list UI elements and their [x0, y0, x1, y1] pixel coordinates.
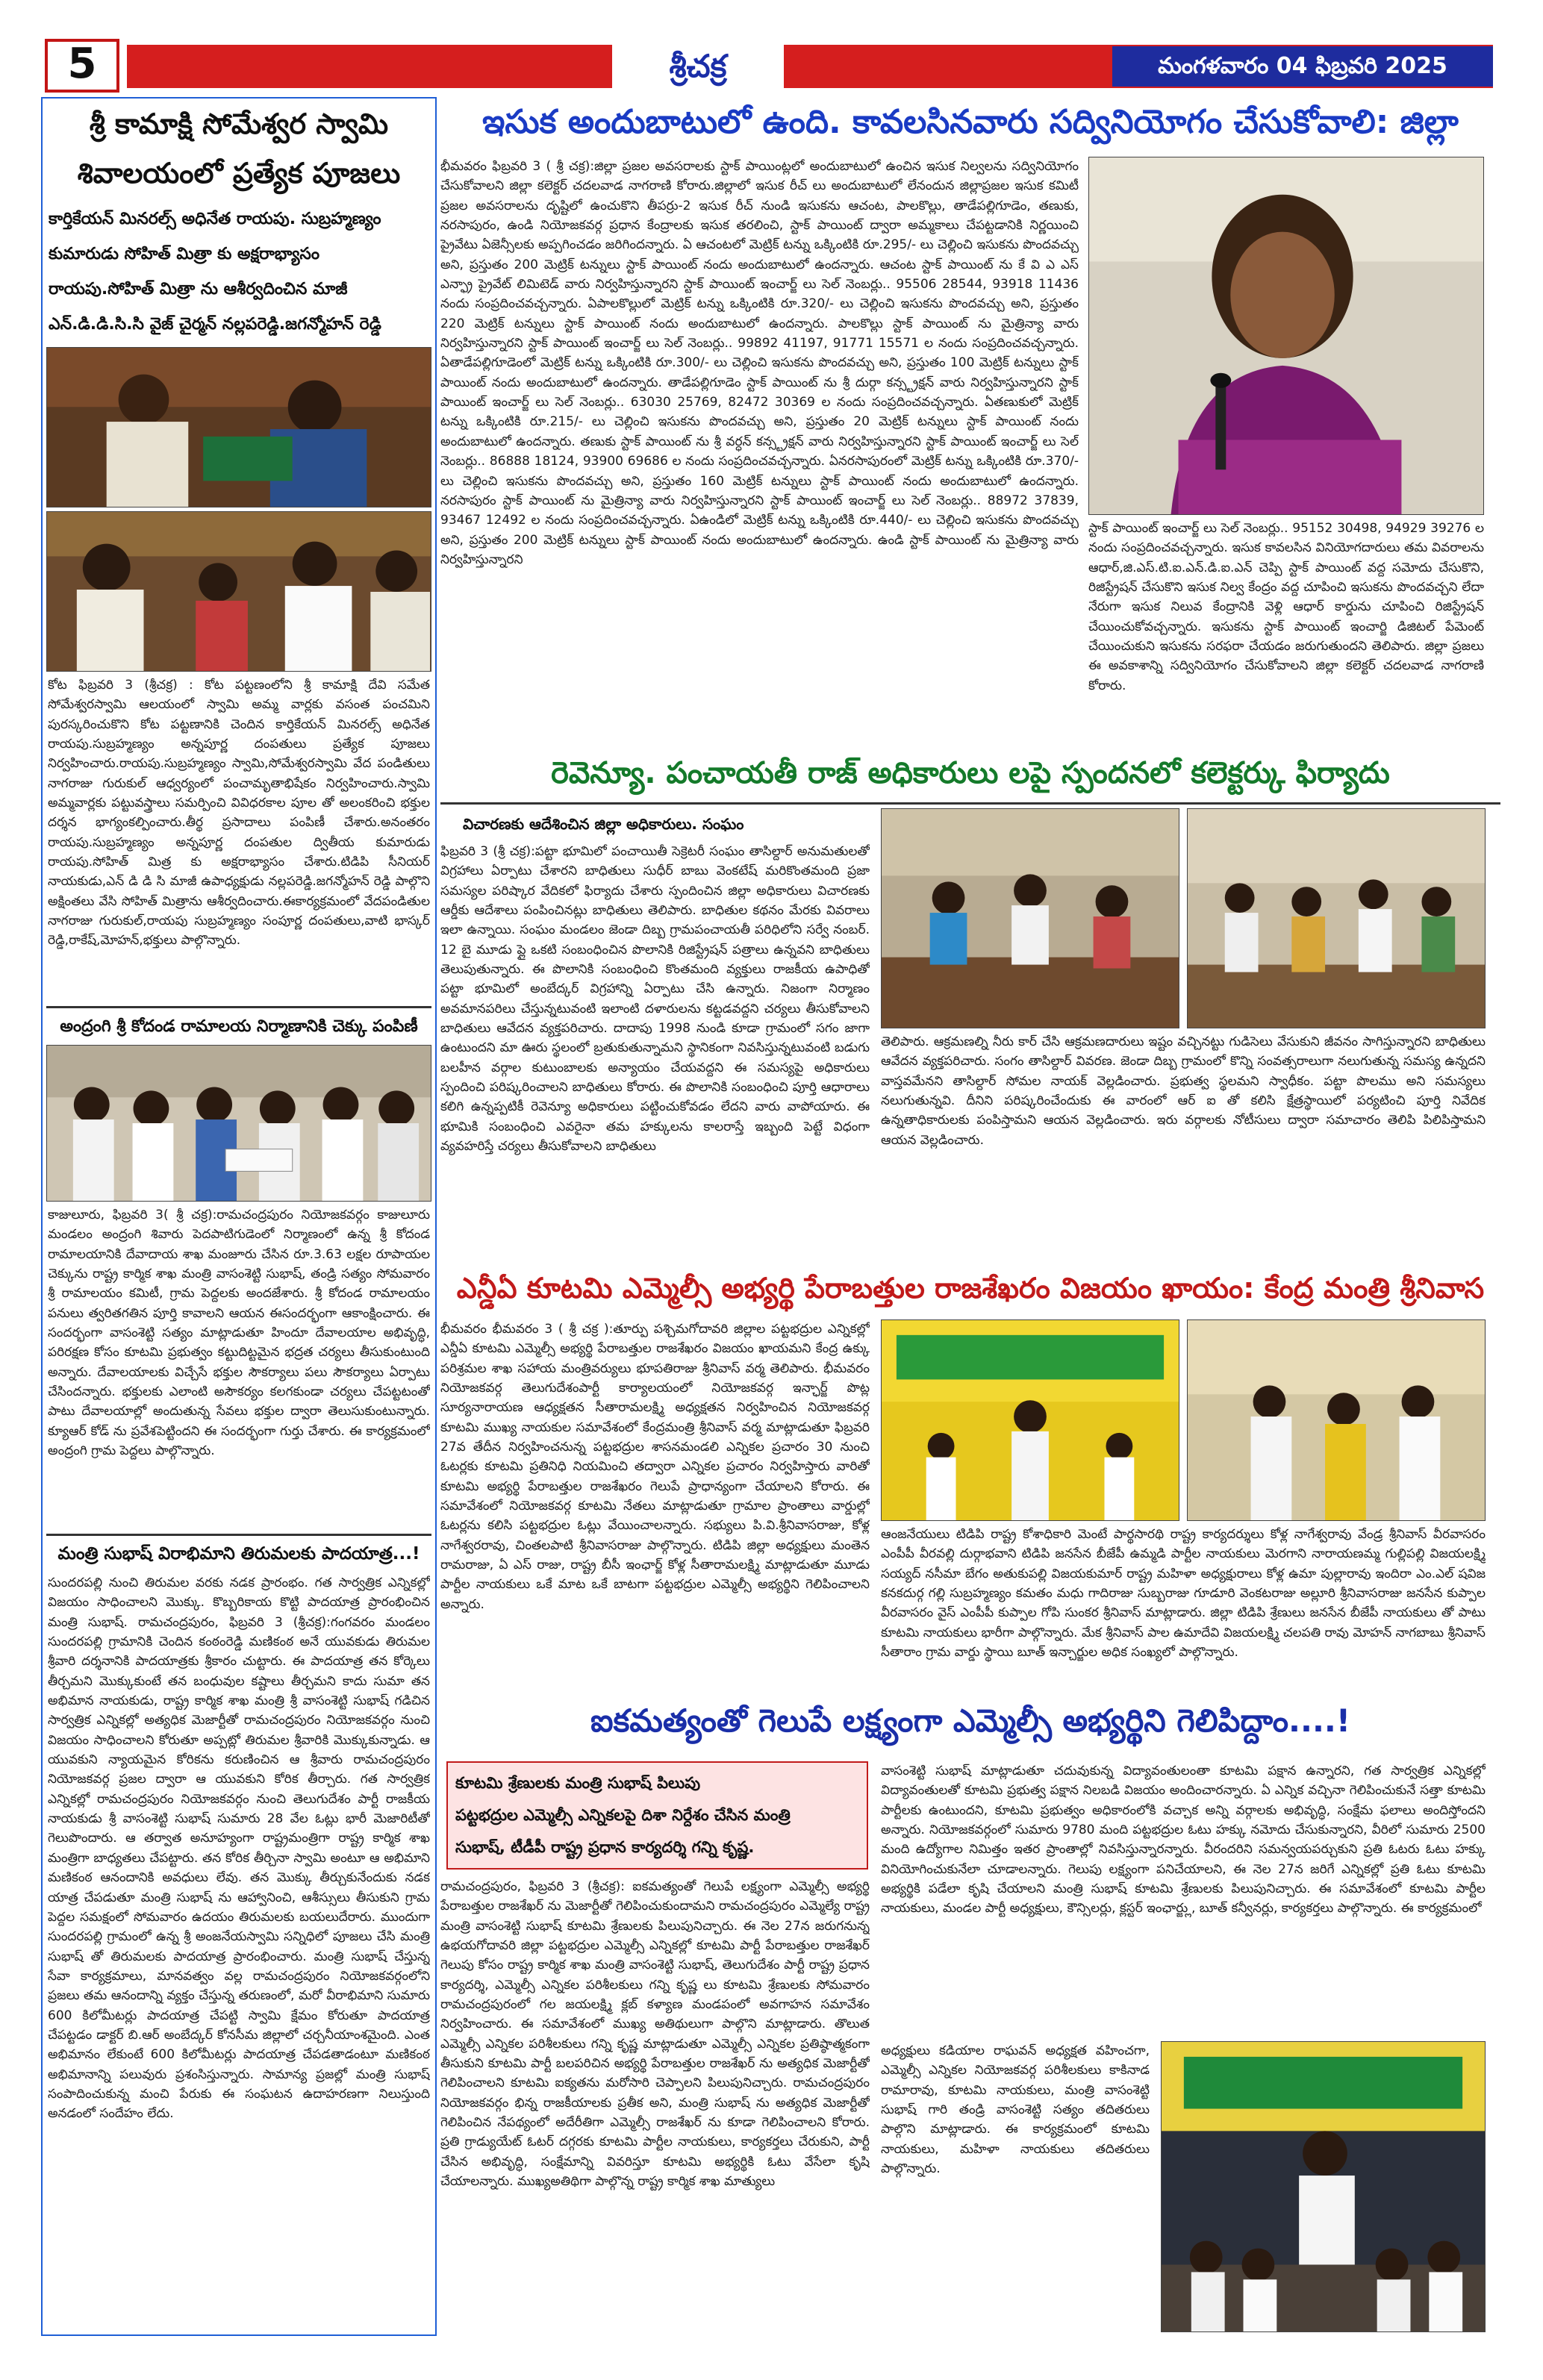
unity-highlight-line1: కూటమి శ్రేణులకు మంత్రి సుభాష్ పిలుపు	[455, 1774, 701, 1792]
left-story1-subtitle-line3: రాయపు.సోహిత్ మిత్రా ను ఆశీర్వదించిన మాజీ	[49, 280, 348, 299]
left-story2-body: కాజులూరు, ఫిబ్రవరి 3( శ్రీ చక్ర):రామచంద్రపురం నియోజకవర్గం కాజులూరు మండలం అంద్రంగి శివారు పెదపాటిగుడెంలో నిర్మాణంలో ఉన్న శ్రీ కోదండ రామాలయానికి దేవాదాయ శాఖ మంజూరు చేసిన రూ.3.63 లక్షల రూపాయల చెక్కును రాష్ట్ర కార్మిక శాఖ మంత్రి వాసంశెట్టి సుభాష్, తండ్రి సత్యం సోమవారం శ్రీ రామాలయం కమిటీ, గ్రామ పెద్దలకు అందజేశారు. శ్రీ కోదండ రామాలయం పనులు త్వరితగతిన పూర్తి కావాలని ఆయన ఈసందర్భంగా ఆకాంక్షించారు. ఈ సందర్భంగా వాసంశెట్టి సత్యం మాట్లాడుతూ హిందూ దేవాలయాల అభివృద్ధి, పరిరక్షణ కోసం కూటమి ప్రభుత్వం కట్టుదిట్టమైన భద్రత చర్యలు తీసుకుంటుంది అన్నారు. దేవాలయాలకు విచ్చేసే భక్తుల సౌకర్యాలు పలు సౌకర్యాలు ఏర్పాటు చేసిందన్నారు. భక్తులకు ఎలాంటి అసౌకర్యం కలగకుండా చర్యలు చేపట్టటంతో పాటు దేవాలయాల్లో అందుతున్న సేవలు భక్తుల ద్వారా తెలుసుకుంటున్నారు. క్యూఆర్ కోడ్ ను ప్రవేశపెట్టిందని ఈ సందర్భంగా గుర్తు చేశారు. ఈ కార్యక్రమంలో అంద్రంగి గ్రామ పెద్దలు పాల్గొన్నారు.	[48, 1208, 430, 1459]
left-story1-body: కోట ఫిబ్రవరి 3 (శ్రీచక్ర) : కోట పట్టణంలోని శ్రీ కామాక్షి దేవి సమేత సోమేశ్వరస్వామి ఆలయంలో స్వామి అమ్మ వార్లకు వసంత పంచమిని పురస్కరించుకొని కోట పట్టణానికి చెందిన కార్తికేయన్ మినరల్స్ అధినేత రాయపు.సుబ్రహ్మణ్యం అన్నపూర్ణ దంపతులు ప్రత్యేక పూజలు నిర్వహించారు.రాయపు.సుబ్రహ్మణ్యం స్వామి,సోమేశ్వరస్వామి వేద పండితులు నాగరాజు గురుకుల్ ఆధ్వర్యంలో పంచామృతాభిషేకం నిర్వహించారు.స్వామి అమ్మవార్లకు పట్టువస్త్రాలు సమర్పించి వివిధరకాల పూల తో అలంకరించి భక్తుల దర్శన భాగ్యంకల్పించారు.తీర్థ ప్రసాదాలు పంపిణీ చేశారు.అనంతరం రాయపు.సుబ్రహ్మణ్యం అన్నపూర్ణ దంపతుల ద్వితీయ కుమారుడు రాయపు.సోహిత్ మిత్ర కు అక్షరాభ్యాసం చేశారు.టిడిపి సీనియర్ నాయకుడు,ఎన్ డి డి సి మాజీ ఉపాధ్యక్షుడు నల్లపరెడ్డి.జగన్మోహన్ రెడ్డి పాల్గొని అక్షింతలు వేసి సోహిత్ మిత్రాను ఆశీర్వదించారు.ఈకార్యక్రమంలో వేదపండితుల నాగరాజు గురుకుల్,రాయపు సుబ్రహ్మణ్యం సంపూర్ణ దంపతులు,వాటి భాస్కర్ రెడ్డి,రాకేష్,మోహన్,భక్తులు పాల్గొన్నారు.	[48, 678, 430, 949]
left-story3-title: మంత్రి సుభాష్ విరాభిమాని తిరుమలకు పాదయాత్ర...!	[57, 1544, 420, 1564]
left-story1-subtitle	[49, 202, 433, 343]
issue-date: మంగళవారం 04 ఫిబ్రవరి 2025	[1112, 46, 1493, 87]
unity-highlight-line2: పట్టభద్రుల ఎమ్మెల్సీ ఎన్నికలపై దిశా నిర్దేశం చేసిన మంత్రి	[455, 1806, 791, 1824]
unity-story-headline: ఐకమత్యంతో గెలుపే లక్ష్యంగా ఎమ్మెల్సీ అభ్యర్థిని గెలిపిద్దాం....!	[590, 1702, 1351, 1739]
nda-photo-1	[881, 1319, 1179, 1521]
left-story2-title: అంద్రంగి శ్రీ కోదండ రామాలయ నిర్మాణానికి చెక్కు పంపిణీ	[60, 1017, 418, 1036]
unity-story-body-left: రామచంద్రపురం, ఫిబ్రవరి 3 (శ్రీచక్ర): ఐకమత్యంతో గెలుపే లక్ష్యంగా ఎమ్మెల్సీ అభ్యర్థి పేరాబత్తుల రాజశేఖర్ ను మెజార్టీతో గెలిపించుకుందామని రామచంద్రపురం ఎమ్మెల్యే రాష్ట్ర మంత్రి వాసంశెట్టి సుభాష్ కూటమి శ్రేణులకు పిలుపునిచ్చారు. ఈ నెల 27న జరుగనున్న ఉభయగోదావరి జిల్లా పట్టభద్రుల ఎమ్మెల్సీ ఎన్నికల్లో కూటమి పార్టీ పేరాబత్తుల రాజశేఖర్ గెలుపు కోసం రాష్ట్ర కార్మిక శాఖ మంత్రి వాసంశెట్టి సుభాష్, తెలుగుదేశం పార్టీ రాష్ట్ర ప్రధాన కార్యదర్శి, ఎమ్మెల్సీ ఎన్నికల పరిశీలకులు గన్ని కృష్ణ లు కూటమి శ్రేణులకు సోమవారం రామచంద్రపురంలో గల జయలక్ష్మి క్లబ్ కళ్యాణ మండపంలో అవగాహన సమావేశం నిర్వహించారు. ఈ సమావేశంలో ముఖ్య అతిథులుగా పాల్గొని మాట్లాడారు. తొలుత ఎమ్మెల్సీ ఎన్నికల పరిశీలకులు గన్ని కృష్ణ మాట్లాడుతూ ఎమ్మెల్సీ ఎన్నికల ప్రతిష్ఠాత్మకంగా తీసుకుని కూటమి పార్టీ బలపరిచిన అభ్యర్థి పేరాబత్తుల రాజశేఖర్ ను అత్యధిక మెజార్టీతో గెలిపించాలని కూటమి ఐక్యతను మరోసారి చెప్పాలని పిలుపునిచ్చారు. రామచంద్రపురం నియోజకవర్గం భిన్న రాజకీయాలకు ప్రతీక అని, మంత్రి సుభాష్ ను అత్యధిక మెజార్టీతో గెలిపించిన నేపథ్యంలో అదేరీతిగా ఎమ్మెల్సీ రాజశేఖర్ ను కూడా గెలిపించాలని కోరారు. ప్రతి గ్రాడ్యుయేట్ ఓటర్ దగ్గరకు కూటమి పార్టీల నాయకులు, కార్యకర్తలు చేరుకుని, పార్టీ చేసిన అభివృద్ధి, సంక్షేమాన్ని వివరిస్తూ కూటమి అభ్యర్థికి ఓటు వేసేలా కృషి చేయాలన్నారు. ముఖ్యఅతిథిగా పాల్గొన్న రాష్ట్ర కార్మిక శాఖ మాత్యులు	[440, 1879, 870, 2190]
sand-story-headline: ఇసుక అందుబాటులో ఉంది. కావలసినవారు సద్వినియోగం చేసుకోవాలి: జిల్లా	[482, 103, 1459, 141]
left-story1-subtitle-line1: కార్తికేయన్ మినరల్స్ అధినేత రాయపు. సుబ్రహ్మణ్యం	[49, 210, 381, 228]
left-story1-subtitle-line2: కుమారుడు సోహిత్ మిత్రా కు అక్షరాభ్యాసం	[49, 245, 320, 263]
unity-story-body-right2: అధ్యక్షులు కడియాల రాఘవన్ అధ్యక్షత వహించగా, ఎమ్మెల్సీ ఎన్నికల నియోజకవర్గ పరిశీలకులు కాకినాడ రామారావు, కూటమి నాయకులు, మంత్రి వాసంశెట్టి సుభాష్ గారి తండ్రి వాసంశెట్టి సత్యం తదితరులు పాల్గొని మాట్లాడారు. ఈ కార్యక్రమంలో కూటమి నాయకులు, మహిళా నాయకులు తదితరులు పాల్గొన్నారు.	[881, 2043, 1150, 2177]
nda-photo-2	[1187, 1319, 1486, 1521]
divider	[46, 1534, 431, 1536]
nda-story-body-right: ఆంజనేయులు టిడిపి రాష్ట్ర కోశాధికారి మెంటే పార్థసారథి రాష్ట్ర కార్యదర్శులు కోళ్ల నాగేశ్వరావు వేండ్ర శ్రీనివాస్ వీరవాసరం ఎంపీపీ వీరవల్లి దుర్గాభవాని టిడిపి జనసేన బీజేపీ ఉమ్మడి పార్టీల నాయకులు మెరగాని నారాయణమ్మ గుల్లిపల్లి విజయలక్ష్మి సయ్యద్ నసీమా బేగం అతుకుపల్లి విజయకుమార్ రాష్ట్ర మహిళా అధ్యక్షురాలు కోళ్ల ఉమా పుల్లారావు ఇందిరా ఎం.ఎల్ షవిజ కనకదుర్గ గల్లి సుబ్రహ్మణ్యం కమతం మధు గాదిరాజు సుబ్బరాజు గూడూరి వెంకటరాజు అల్లూరి శ్రీనివాసరాజు జనసేన కుప్పాల వీరవాసరం వైస్ ఎంపీపీ కుప్పాల గోపి సుంకర శ్రీనివాస్ మాట్లాడారు. జిల్లా టిడిపి శ్రేణులు జనసేన బీజేపీ నాయకులు తో పాటు కూటమి నాయకులు భారీగా పాల్గొన్నారు. మేక శ్రీనివాస్ పాల ఉమాదేవి విజయలక్ష్మి చలపతి రావు మోహన్ నాగబాబు శ్రీనివాస్ సీతారాం గ్రామ వార్డు స్థాయి బూత్ ఇన్చార్జుల అధిక సంఖ్యలో పాల్గొన్నారు.	[881, 1527, 1486, 1661]
left-story1-title-line1: శ్రీ కామాక్షి సోమేశ్వర స్వామి	[89, 107, 389, 140]
revenue-photo-1	[881, 808, 1179, 1028]
unity-story-highlights	[455, 1767, 862, 1864]
revenue-story-headline: రెవెన్యూ. పంచాయతీ రాజ్ అధికారులు లపై స్పందనలో కలెక్టర్కు ఫిర్యాదు	[551, 756, 1390, 790]
page-number: 5	[67, 40, 97, 88]
left-photo-2	[46, 511, 431, 672]
divider	[440, 802, 1500, 805]
left-story1-subtitle-line4: ఎన్.డి.డి.సి.సి వైజ్ చైర్మన్ నల్లపరెడ్డి.జగన్మోహన్ రెడ్డి	[49, 315, 381, 334]
revenue-story-subhead: విచారణకు ఆదేశించిన జిల్లా అధికారులు. సంఘం	[463, 815, 744, 833]
unity-story-body-right: వాసంశెట్టి సుభాష్ మాట్లాడుతూ చదువుకున్న విద్యావంతులంతా కూటమి పక్షాన ఉన్నారని, గత సార్వత్రిక ఎన్నికల్లో విద్యావంతులతో కూటమి ప్రభుత్వ పక్షాన నిలబడి విజయం అందించారన్నారు. ఏ ఎన్నిక వచ్చినా గెలిపించుకునే సత్తా కూటమి పార్టీలకు ఉంటుందని, కూటమి ప్రభుత్వం అధికారంలోకి వచ్చాక అన్ని వర్గాలకు అభివృద్ధి, సంక్షేమ ఫలాలు అందిస్తోందని అన్నారు. నియోజకవర్గంలో సుమారు 9780 మంది పట్టభద్రుల ఓటు హక్కు నమోదు చేసుకున్నారని, వీరిలో సుమారు 2500 మంది ఉద్యోగాల నిమిత్తం ఇతర ప్రాంతాల్లో నివసిస్తున్నారన్నారు. వీరందరిని సమన్వయపర్చుకుని ప్రతి ఓటరు ఓటు హక్కు వినియోగించుకునేలా చూడాలన్నారు. గెలుపు లక్ష్యంగా పనిచేయాలని, ఈ నెల 27న జరిగే ఎన్నికల్లో ప్రతి ఓటు కూటమి అభ్యర్థికి పడేలా కృషి చేయాలని మంత్రి సుభాష్ కూటమి శ్రేణులకు పిలుపునిచ్చారు. ఈ సమావేశంలో కూటమి పార్టీల నాయకులు, మండల పార్టీ అధ్యక్షులు, కౌన్సిలర్లు, క్లస్టర్ ఇంఛార్జ్లు, బూత్ కన్వీనర్లు, కార్యకర్తలు పాల్గొన్నారు. ఈ కార్యక్రమంలో	[881, 1764, 1486, 1917]
collector-photo	[1088, 157, 1484, 515]
sand-story-body-right: స్టాక్ పాయింట్ ఇంచార్జ్ లు సెల్ నెంబర్లు.. 95152 30498, 94929 39276 ల నందు సంప్రదించవచ్చన్నారు. ఇసుక కావలసిన వినియోగదారులు తమ వివరాలను ఆధార్,జి.ఎస్.టి.ఐ.ఎన్.డి.ఐ.ఎన్ చెప్పి స్టాక్ పాయింట్ వద్ద సమోదు చేసుకొని, రిజిస్ట్రేషన్ చేసుకొని ఇసుక నిల్వ కేంద్రం వద్ద చూపించి ఇసుకను పొందవచ్చని లేదా నేరుగా ఇసుక నిలువ కేంద్రానికి వెళ్లి ఆధార్ కార్డును చూపించి రిజిస్ట్రేషన్ చేయించుకోవచ్చన్నారు. ఇసుకను స్టాక్ పాయింట్ ఇంచార్జి డిజిటల్ పేమెంట్ చేయించుకుని ఇసుకను సరఫరా చేయడం జరుగుతుందని తెలిపారు. జిల్లా ప్రజలు ఈ అవకాశాన్ని సద్వినియోగం చేసుకోవాలని జిల్లా కలెక్టర్ చదలవాడ నాగరాణి కోరారు.	[1088, 521, 1484, 693]
unity-highlight-line3: సుభాష్, టీడీపీ రాష్ట్ర ప్రధాన కార్యదర్శి గన్ని కృష్ణ.	[455, 1838, 755, 1856]
nda-story-body-left: భీమవరం భీమవరం 3 ( శ్రీ చక్ర ):తూర్పు పశ్చిమగోదావరి జిల్లాల పట్టభద్రుల ఎన్నికల్లో ఎన్డీఏ కూటమి ఎమ్మెల్సీ అభ్యర్థి పేరాబత్తుల రాజశేఖరం విజయం ఖాయమని కేంద్ర ఉక్కు పరిశ్రమల శాఖ సహాయ మంత్రివర్యులు భూపతిరాజు శ్రీనివాస్ వర్మ తెలిపారు. భీమవరం నియోజకవర్గ తెలుగుదేశంపార్టీ కార్యాలయంలో నియోజకవర్గ ఇన్ఛార్జ్ పొట్ల సూర్యనారాయణ ఆధ్యక్షతన సీతారామలక్ష్మి అధ్యక్షతన నిర్వహించిన నియోజకవర్గ కూటమి ముఖ్య నాయకుల సమావేశంలో కేంద్రమంత్రి శ్రీనివాస్ వర్మ మాట్లాడుతూ ఫిబ్రవరి 27వ తేదీన నిర్వహించనున్న పట్టభద్రుల శాసనమండలి ఎన్నికల ప్రచారం 30 నుంచి ఓటర్లకు కూటమి ప్రతినిధి నియమించి తద్వారా ఎన్నికల ప్రచారం నిర్వహిస్తారు వారితో కూటమి అభ్యర్థి పేరాబత్తుల రాజశేఖరం గెలుపే ప్రాధాన్యంగా చేయాలని కోరారు. ఈ సమావేశంలో నియోజకవర్గ కూటమి నేతలు మాట్లాడుతూ గ్రామాల ప్రాంతాలు వార్డుల్లో ఓటర్లను కలిసి పట్టభద్రుల ఓట్లు వేయించాలన్నారు. సభ్యులు పి.వి.శ్రీనివాసరాజు, కోళ్ల నాగేశ్వరరావు, చింతలపాటి శ్రీనివాసరాజు పాల్గొన్నారు. టిడిపి జిల్లా అధ్యక్షులు మంతెన రామరాజు, ఏ ఎస్ రాజు, రాష్ట్ర బీసీ ఇంఛార్జ్ కోళ్ల సీతారామలక్ష్మి మాట్లాడుతూ మూడు పార్టీల నాయకులు ఒకే మాట ఒకే బాటగా పట్టభద్రుల ఎమ్మెల్సీ అభ్యర్థిని గెలిపించాలని అన్నారు.	[440, 1322, 870, 1612]
left-story1-title-line2: శివాలయంలో ప్రత్యేక పూజలు	[77, 157, 401, 190]
revenue-story-body-right: తెలిపారు. ఆక్రమణల్ని నీరు కార్ చేసి ఆక్రమణదారులు ఇష్టం వచ్చినట్టు గుడిసెలు వేసుకుని జీవనం సాగిస్తున్నారని బాధితులు ఆవేదన వ్యక్తపరిచారు. సంగం తాసిల్దార్ వివరణ. జెండా దిబ్బ గ్రామంలో కొన్ని సంవత్సరాలుగా నలుగుతున్న సమస్య ఉన్నదని వాస్తవమేనని తాసిల్దార్ సోమల నాయక్ వెల్లడించారు. ప్రభుత్వ స్థలమని స్వాధీకం. పట్టా పొలము అని సమస్యలు నలుగుతున్నవి. దీనిని పరిష్కరించేందుకు ఈ వారంలో ఆర్ ఐ తో కలిసి క్షేత్రస్థాయిలో పర్యటించి పూర్తి నివేదిక ఉన్నతాధికారులకు పంపిస్తామని ఆయన వెల్లడించారు. ఇరు వర్గాలకు నోటీసులు ద్వారా సమాచారం తెలిపి పిలిపిస్తామని ఆయన వెల్లడించారు.	[881, 1034, 1486, 1148]
revenue-story-body-left: ఫిబ్రవరి 3 (శ్రీ చక్ర):పట్టా భూమిలో పంచాయితీ సెక్రెటరీ సంఘం తాసిల్దార్ అనుమతులతో విగ్రహాలు ఏర్పాటు చేశారని బాధితులు సుధీర్ బాబు వెంకటేష్ మరికొంతమంది ప్రజా సమస్యల పరిష్కార వేదికలో ఫిర్యాదు చేశారు స్పందించిన జిల్లా అధికారులు విచారణకు ఆర్డీకు ఆదేశాలు పంపించినట్లు బాధితులు తెలిపారు. బాధితుల కథనం మేరకు వివరాలు ఇలా ఉన్నాయి. సంఘం మండలం జెండా దిబ్బ గ్రామపంచాయతీ పరిధిలోని సర్వే నంబర్. 12 బై మూడు ప్లై ఒకటి సంబంధించిన పొలానికి రిజిస్ట్రేషన్ పత్రాలు ఉన్నవని బాధితులు తెలుపుతున్నారు. ఈ పొలానికి సంబంధించి కొంతమంది వ్యక్తులు రాజకీయ ఉపాధితో పట్టా భూమిలో అంబేద్కర్ విగ్రహాన్ని ఏర్పాటు చేసి ఉన్నారు. నిజంగా నిర్మాణం అవమానపరిలు చేస్తున్నటువంటి ఇలాంటి దళారులను కట్టడవద్దని చర్యలు తీసుకోవాలని బాధితులు ఆవేదన వ్యక్తపరిచారు. దాదాపు 1998 నుండి కూడా గ్రామంలో సగం జాగా ఉంటుందని మా ఊరు స్థలంలో బ్రతుకుతున్నామని స్థానికంగా నివసిస్తున్నటువంటి బడుగు బలహీన వర్గాల కుటుంబాలకు అన్యాయం చేయవద్దని ఈ సమస్యపై అధికారులు స్పందించి పరిష్కరించాలని బాధితులు కోరారు. ఈ పొలానికి సంబంధించి పూర్తి ఆధారాలు కలిగి ఉన్నప్పటికీ రెవెన్యూ అధికారులు పట్టించుకోవడం లేదని వారు వాపోయారు. ఈ భూమికి సంబంధించి ఎవరైనా తమ హక్కులను కాలరాస్తే ఇబ్బంది పెట్టే విధంగా వ్యవహరిస్తే చర్యలు తీసుకోవాలని బాధితులు	[440, 844, 870, 1155]
nda-story-headline: ఎన్డీఏ కూటమి ఎమ్మెల్సీ అభ్యర్థి పేరాబత్తుల రాజశేఖరం విజయం ఖాయం: కేంద్ర మంత్రి శ్రీనివాస	[456, 1272, 1485, 1305]
left-story3-body: సుందరపల్లి నుంచి తిరుమల వరకు నడక ప్రారంభం. గత సార్వత్రిక ఎన్నికల్లో విజయం సాధించాలని మొక్కు. కొబ్బరికాయ కొట్టి పాదయాత్ర ప్రారంభించిన మంత్రి సుభాష్. రామచంద్రపురం, ఫిబ్రవరి 3 (శ్రీచక్ర):గంగవరం మండలం సుందరపల్లి గ్రామానికి చెందిన కంఠంరెడ్డి మణికంఠ అనే యువకుడు తిరుమల శ్రీవారి దర్శనానికి పాదయాత్రకు శ్రీకారం చుట్టారు. ఈ పాదయాత్ర తన కోర్కెలు తీర్చమని మొక్కుకుంటే తన బంధువుల కష్టాలు తీర్చమని కాదు సుమా తన అభిమాన నాయకుడు, రాష్ట్ర కార్మిక శాఖ మంత్రి శ్రీ వాసంశెట్టి సుభాష్ గడిచిన సార్వత్రిక ఎన్నికల్లో అత్యధిక మెజార్టీతో రామచంద్రపురం నియోజకవర్గం నుంచి విజయం సాధించాలని కోరుతూ అప్పట్లో తిరుమల శ్రీవారికి మొక్కుకున్నాడు. ఆ యువకుని న్యాయమైన కోరికను కరుణించిన ఆ శ్రీవారు రామచంద్రపురం నియోజకవర్గ ప్రజల ద్వారా ఆ యువకుని కోరిక తీర్చారు. గత సార్వత్రిక ఎన్నికల్లో రామచంద్రపురం నియోజకవర్గం నుంచి తెలుగుదేశం పార్టీ రాజకీయ నాయకుడు శ్రీ వాసంశెట్టి సుభాష్ సుమారు 28 వేల ఓట్లు భారీ మెజారిటీతో గెలుపొందారు. ఆ తర్వాత అనూహ్యంగా రాష్ట్రమంత్రిగా రాష్ట్ర కార్మిక శాఖ మంత్రిగా బాధ్యతలు చేపట్టారు. తన కోరిక తీర్చినా స్వామి అంటూ ఆ అభిమాని మణికంఠ ఆనందానికి అవధులు లేవు. తన మొక్కు తీర్చుకునేందుకు నడక యాత్ర చేపడుతూ మంత్రి సుభాష్ ను ఆహ్వానించి, ఆశీస్సులు తీసుకుని గ్రామ పెద్దల సమక్షంలో సోమవారం ఉదయం తిరుమలకు బయలుదేరారు. ముందుగా సుందరపల్లి గ్రామంలో ఉన్న శ్రీ అంజనేయస్వామి సన్నిధిలో పూజలు చేసి మంత్రి సుభాష్ తో తిరుమలకు పాదయాత్ర ప్రారంభించారు. మంత్రి సుభాష్ చేస్తున్న సేవా కార్యక్రమాలు, మానవత్వం వల్ల రామచంద్రపురం నియోజకవర్గంలోని ప్రజలు తమ ఆనందాన్ని వ్యక్తం చేస్తున్న తరుణంలో, మరో వీరాభిమాని సుమారు 600 కిలోమీటర్లు పాదయాత్ర చేపట్టి స్వామి క్షేమం కోరుతూ పాదయాత్ర చేపట్టడం డాక్టర్ బి.ఆర్ అంబేద్కర్ కోనసీమ జిల్లాలో చర్చనీయాంశమైంది. ఎంత అభిమానం లేకుంటే 600 కిలోమీటర్లు పాదయాత్ర చేపడతాడంటూ మణికంఠ అభిమానాన్ని పలువురు ప్రశంసిస్తున్నారు. సామాన్య ప్రజల్లో మంత్రి సుభాష్ సంపాదించుకున్న మంచి పేరుకు ఈ సంఘటన ఉదాహరణగా నిలుస్తుంది అనడంలో సందేహం లేదు.	[48, 1575, 430, 2122]
unity-photo	[1161, 2041, 1486, 2332]
left-photo-1	[46, 347, 431, 507]
newspaper-logo: శ్రీచక్ర	[612, 45, 784, 88]
divider	[46, 1006, 431, 1008]
sand-story-body-left: భీమవరం ఫిబ్రవరి 3 ( శ్రీ చక్ర):జిల్లా ప్రజల అవసరాలకు స్టాక్ పాయింట్లలో అందుబాటులో ఉంచిన ఇసుక నిల్వలను సద్వినియోగం చేసుకోవాలని జిల్లా కలెక్టర్ చదలవాడ నాగరాణి కోరారు.జిల్లాలో ఇసుక రీచ్ లు అందుబాటులో లేనందున జిల్లాప్రజల ఇసుక కమిటీ ప్రజల అవసరాలను దృష్టిలో ఉంచుకొని తీపర్రు-2 ఇసుక రీచ్ నుండి ఇసుకను ఆచంట, పాలకొల్లు, తాడేపల్లిగూడెం, తణుకు, నరసాపురం, ఉండి నియోజకవర్గ ప్రధాన కేంద్రాలకు ఇసుక తరలించి, స్టాక్ పాయింట్ ద్వారా అమ్మకాలు చేపట్టడానికి నిర్ణయించి ప్రైవేటు ఏజెన్సీలకు అప్పగించడం జరిగిందన్నారు. ఏ ఆచంటలో మెట్రిక్ టన్ను ఒక్కింటికి రూ.295/- లు చెల్లించి ఇసుకను పొందవచ్చు అని, ప్రస్తుతం 200 మెట్రిక్ టన్నులు స్టాక్ పాయింట్ నందు అందుబాటులో ఉందన్నారు. ఆచంట స్టాక్ పాయింట్ ను కే వి ఎ ఎస్ ఎన్ఫ్రా ప్రైవేట్ లిమిటెడ్ వారు నిర్వహిస్తున్నారని స్టాక్ పాయింట్ ఇంచార్జ్ లు సెల్ నెంబర్లు.. 95506 28544, 93918 11436 నందు సంప్రదించవచ్చన్నారు. ఏపాలకొల్లులో మెట్రిక్ టన్ను ఒక్కింటికి రూ.320/- లు చెల్లించి ఇసుకను పొందవచ్చు అని, ప్రస్తుతం 220 మెట్రిక్ టన్నులు స్టాక్ పాయింట్ నందు అందుబాటులో ఉందన్నారు. పాలకొల్లు స్టాక్ పాయింట్ ను మైత్రిన్యా వారు నిర్వహిస్తున్నారని స్టాక్ పాయింట్ ఇంచార్జ్ లు సెల్ నెంబర్లు.. 99892 41197, 91771 15571 ల నందు సంప్రదించవచ్చన్నారు. ఏతాడేపల్లిగూడెంలో మెట్రిక్ టన్ను ఒక్కింటికి రూ.300/- లు చెల్లించి ఇసుకను పొందవచ్చు అని, ప్రస్తుతం 100 మెట్రిక్ టన్నులు స్టాక్ పాయింట్ నందు అందుబాటులో ఉందన్నారు. తాడేపల్లిగూడెం స్టాక్ పాయింట్ ను శ్రీ దుర్గా కన్స్ట్రక్షన్ వారు నిర్వహిస్తున్నారని స్టాక్ పాయింట్ ఇంచార్జ్ లు సెల్ నెంబర్లు.. 63030 25769, 82472 30369 ల నందు సంప్రదించవచ్చన్నారు. ఏతణుకులో మెట్రిక్ టన్ను ఒక్కింటికి రూ.215/- లు చెల్లించి ఇసుకను పొందవచ్చు అని, ప్రస్తుతం 20 మెట్రిక్ టన్నులు స్టాక్ పాయింట్ నందు అందుబాటులో ఉందన్నారు. తణుకు స్టాక్ పాయింట్ ను శ్రీ వర్ధన్ కన్స్ట్రక్షన్ వారు నిర్వహిస్తున్నారని స్టాక్ పాయింట్ ఇంచార్జ్ లు సెల్ నెంబర్లు.. 86888 18124, 93900 69686 ల నందు సంప్రదించవచ్చన్నారు. ఏనరసాపురంలో మెట్రిక్ టన్ను ఒక్కింటికి రూ.370/- లు చెల్లించి ఇసుకను పొందవచ్చు అని, ప్రస్తుతం 160 మెట్రిక్ టన్నులు స్టాక్ పాయింట్ నందు అందుబాటులో ఉందన్నారు. నరసాపురం స్టాక్ పాయింట్ ను మైత్రిన్యా వారు నిర్వహిస్తున్నారని స్టాక్ పాయింట్ ఇంచార్జ్ లు సెల్ నెంబర్లు.. 88972 37839, 93467 12492 ల నందు సంప్రదించవచ్చన్నారు. ఏఉండిలో మెట్రిక్ టన్ను ఒక్కింటికి రూ.440/- లు చెల్లించి ఇసుకను పొందవచ్చు అని, ప్రస్తుతం 200 మెట్రిక్ టన్నులు స్టాక్ పాయింట్ నందు అందుబాటులో ఉందన్నారు. ఉండి స్టాక్ పాయింట్ ను మైత్రిన్యా వారు నిర్వహిస్తున్నారని	[440, 159, 1079, 567]
revenue-photo-2	[1187, 808, 1486, 1028]
left-photo-3	[46, 1045, 431, 1202]
